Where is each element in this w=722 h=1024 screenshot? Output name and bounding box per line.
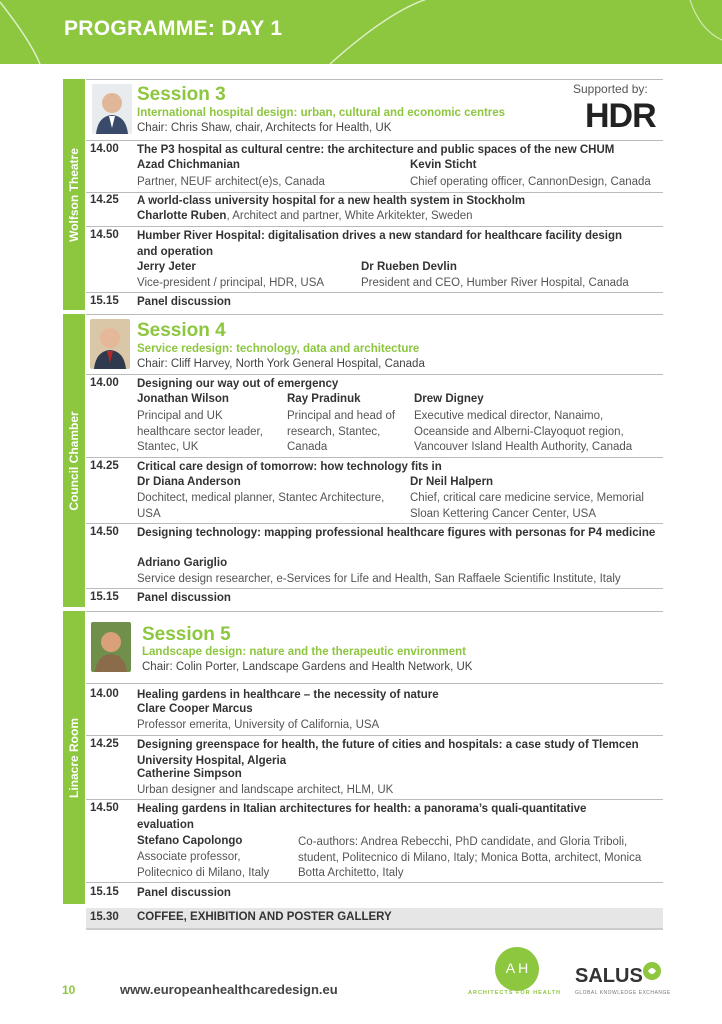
talk-time: 14.25 xyxy=(90,460,119,472)
talk-title: Healing gardens in healthcare – the necessity of nature xyxy=(137,689,439,701)
speaker-affil: Chief operating officer, CannonDesign, Canada xyxy=(410,176,651,188)
speaker-affil: Principal and UK healthcare sector leader, Stantec, UK xyxy=(137,410,263,453)
page-header xyxy=(0,0,722,64)
talk-time: 14.25 xyxy=(90,738,119,750)
page-title: PROGRAMME: DAY 1 xyxy=(64,17,283,40)
talk-title: Designing technology: mapping professional healthcare figures with personas for P4 medicine xyxy=(137,527,656,539)
coffee-time: 15.30 xyxy=(90,911,119,923)
salus-logo: SALUS xyxy=(575,965,643,987)
session-subtitle: Service redesign: technology, data and architecture xyxy=(137,343,420,355)
chair-photo xyxy=(91,622,131,672)
room-label-council: Council Chamber xyxy=(63,314,85,607)
speaker-name: Jerry Jeter xyxy=(137,261,196,273)
speaker-name: Dr Rueben Devlin xyxy=(361,261,457,273)
session-chair: Chair: Colin Porter, Landscape Gardens and Health Network, UK xyxy=(142,661,473,673)
chair-photo xyxy=(92,84,132,134)
speaker-affil: Partner, NEUF architect(e)s, Canada xyxy=(137,176,325,188)
speaker-affil: Dochitect, medical planner, Stantec Architecture, USA xyxy=(137,492,385,520)
speaker-name: Charlotte Ruben xyxy=(137,210,227,222)
session-title: Session 5 xyxy=(142,624,231,645)
speaker-name: Kevin Sticht xyxy=(410,159,477,171)
talk-title: Designing our way out of emergency xyxy=(137,378,339,390)
afh-logo-caption: ARCHITECTS FOR HEALTH xyxy=(468,990,562,996)
speaker-affil: , Architect and partner, White Arkitekter, Sweden xyxy=(226,210,473,222)
speaker-name: Adriano Gariglio xyxy=(137,557,228,569)
session-chair: Chair: Chris Shaw, chair, Architects for Health, UK xyxy=(137,122,392,134)
speaker-affil: Chief, critical care medicine service, Memorial Sloan Kettering Cancer Center, USA xyxy=(410,492,644,520)
session-title: Session 4 xyxy=(137,320,226,341)
speaker-name: Dr Neil Halpern xyxy=(410,476,494,488)
speaker-name: Dr Diana Anderson xyxy=(137,476,241,488)
speaker-name: Jonathan Wilson xyxy=(137,393,229,405)
talk-title: Healing gardens in Italian architectures for health: a panorama’s quali-quantitative evaluation xyxy=(137,803,587,831)
speaker-affil: Vice-president / principal, HDR, USA xyxy=(137,277,325,289)
website-url: www.europeanhealthcaredesign.eu xyxy=(120,982,338,997)
talk-title: Designing greenspace for health, the future of cities and hospitals: a case study of Tlemcen University Hospital, Algeria xyxy=(137,739,639,767)
talk-time: 15.15 xyxy=(90,295,119,307)
speaker-affil: Service design researcher, e-Services for Life and Health, San Raffaele Scientific Institute, Italy xyxy=(137,573,621,585)
page-number: 10 xyxy=(62,983,76,997)
session-chair: Chair: Cliff Harvey, North York General Hospital, Canada xyxy=(137,358,425,370)
talk-time: 14.00 xyxy=(90,688,119,700)
talk-time: 14.25 xyxy=(90,194,119,206)
chair-photo xyxy=(90,319,130,369)
speaker-name: Clare Cooper Marcus xyxy=(137,703,253,715)
coffee-break-row xyxy=(86,908,663,930)
supported-by-label: Supported by: xyxy=(573,82,648,96)
talk-time: 14.50 xyxy=(90,229,119,241)
talk-time: 14.50 xyxy=(90,802,119,814)
talk-title: Critical care design of tomorrow: how technology fits in xyxy=(137,461,442,473)
talk-title: Humber River Hospital: digitalisation drives a new standard for healthcare facility design and operation xyxy=(137,230,623,258)
coffee-label: COFFEE, EXHIBITION AND POSTER GALLERY xyxy=(137,911,392,923)
talk-time: 15.15 xyxy=(90,886,119,898)
speaker-name: Catherine Simpson xyxy=(137,768,242,780)
session-subtitle: Landscape design: nature and the therapeutic environment xyxy=(142,646,466,658)
room-label-wolfson: Wolfson Theatre xyxy=(63,79,85,310)
salus-swirl-icon xyxy=(641,960,663,982)
speaker-name: Azad Chichmanian xyxy=(137,159,240,171)
room-label-linacre: Linacre Room xyxy=(63,611,85,904)
talk-time: 15.15 xyxy=(90,591,119,603)
salus-logo-caption: GLOBAL KNOWLEDGE EXCHANGE xyxy=(575,990,671,996)
speaker-affil: Executive medical director, Nanaimo, Oceanside and Alberni-Clayoquot region, Vancouver Island Health Authority, Canada xyxy=(414,410,633,453)
talk-time: 14.50 xyxy=(90,526,119,538)
talk-time: 14.00 xyxy=(90,143,119,155)
talk-title: Panel discussion xyxy=(137,296,231,308)
talk-title: Panel discussion xyxy=(137,592,231,604)
speaker-affil: Principal and head of research, Stantec, Canada xyxy=(287,410,396,453)
speaker-affil: Professor emerita, University of California, USA xyxy=(137,719,380,731)
speaker-affil: Urban designer and landscape architect, HLM, UK xyxy=(137,784,394,796)
session-title: Session 3 xyxy=(137,84,226,105)
co-authors: Co-authors: Andrea Rebecchi, PhD candidate, and Gloria Triboli, student, Politecnico di Milano, Italy; Monica Botta, architect, Monica Botta Architetto, Italy xyxy=(298,836,642,879)
speaker-affil: President and CEO, Humber River Hospital, Canada xyxy=(361,277,629,289)
talk-title: A world-class university hospital for a new health system in Stockholm xyxy=(137,195,526,207)
talk-time: 14.00 xyxy=(90,377,119,389)
speaker-name: Stefano Capolongo xyxy=(137,835,243,847)
session-subtitle: International hospital design: urban, cultural and economic centres xyxy=(137,107,506,119)
talk-title: Panel discussion xyxy=(137,887,231,899)
speaker-affil: Associate professor, Politecnico di Milano, Italy xyxy=(137,851,270,879)
talk-title: The P3 hospital as cultural centre: the architecture and public spaces of the new CHUM xyxy=(137,144,615,156)
afh-logo: A H xyxy=(492,945,542,995)
speaker-name: Ray Pradinuk xyxy=(287,393,361,405)
hdr-logo: HDR xyxy=(585,97,656,135)
speaker-name: Drew Digney xyxy=(414,393,484,405)
